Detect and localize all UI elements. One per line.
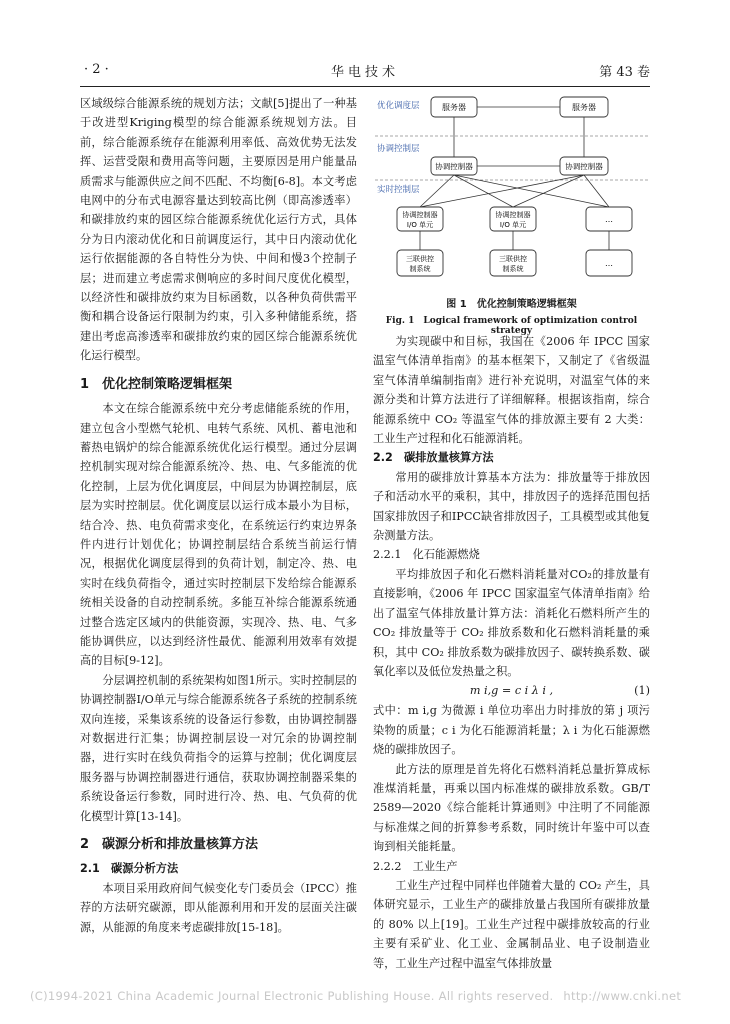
server-label-2: 服务器 <box>572 103 596 112</box>
section-2-heading: 2 碳源分析和排放量核算方法 <box>80 837 259 853</box>
section-2-2-paragraph: 常用的碳排放计算基本方法为：排放量等于排放因子和活动水平的乘积，其中，排放因子的选择范围包括国家排放因子和IPCC缺省排放因子，工具模型或其他复杂测量方法。 <box>373 470 650 543</box>
coordinator-label-2: 协调控制器 <box>565 162 603 171</box>
io-unit-label-2a: 协调控制器 <box>495 211 531 219</box>
layer-label-realtime: 实时控制层 <box>377 185 420 195</box>
io-unit-label-1b: I/O 单元 <box>406 221 434 229</box>
io-unit-ellipsis: … <box>605 215 613 224</box>
subsystem-ellipsis: … <box>605 259 613 268</box>
left-column <box>80 94 357 937</box>
principle-paragraph: 此方法的原理是首先将化石燃料消耗总量折算成标准煤消耗量，再乘以国内标准煤的碳排放系数。GB/T 2589—2020《综合能耗计算通则》中注明了不同能源与标准煤之间的折算参考系数，同时统计年鉴中可以查询到相关能耗量。 <box>373 762 650 854</box>
layer-label-coordination: 协调控制层 <box>377 144 420 154</box>
figure-caption-en: Fig. 1 Logical framework of optimization control strategy <box>385 316 638 336</box>
section-2-1-heading: 2.1 碳源分析方法 <box>80 862 179 876</box>
io-unit-label-1a: 协调控制器 <box>402 211 438 219</box>
subsystem-label-1b: 制系统 <box>409 265 431 273</box>
section-2-2-1-paragraph: 平均排放因子和化石燃料消耗量对CO₂的排放量有直接影响，《2006 年 IPCC 国家温室气体清单指南》给出了温室气体排放量计算方法：消耗化石燃料所产生的 CO₂ 排放量等于 CO₂ 排放系数和化石燃料消耗量的乘积，其中 CO₂ 排放系数为碳排放因子、碳转换系数、碳氧化率以及低位发热量之积。 <box>373 567 650 678</box>
copyright-footer <box>30 989 681 1003</box>
equation-1 <box>373 681 650 701</box>
section-2-2-heading: 2.2 碳排放量核算方法 <box>373 451 494 465</box>
journal-name: 华电技术 <box>330 65 399 80</box>
right-column <box>373 332 650 973</box>
coordinator-label-1: 协调控制器 <box>435 162 473 171</box>
section-2-2-2-paragraph: 工业生产过程中同样也伴随着大量的 CO₂ 产生，具体研究显示，工业生产的碳排放量占我国所有碳排放量的 80% 以上[19]。工业生产过程中碳排放较高的行业主要有采矿业、化工业、金属制品业、电子设制造业等，工业生产过程中温室气体排放量 <box>373 878 650 970</box>
page-number: · 2 · <box>84 62 109 77</box>
equation-description: 式中：m i,g 为微源 i 单位功率出力时排放的第 j 项污染物的质量；c i 为化石能源消耗量；λ i 为化石能源燃烧的碳排放因子。 <box>373 704 650 757</box>
section-1-heading: 1 优化控制策略逻辑框架 <box>80 376 233 392</box>
section-2-1-paragraph: 本项目采用政府间气候变化专门委员会（IPCC）推荐的方法研究碳源，即从能源利用和开发的层面关注碳源，从能源的角度来考虑碳排放[15-18]。 <box>80 881 357 934</box>
subsystem-label-1a: 三联供控 <box>406 255 434 263</box>
subsystem-label-2b: 制系统 <box>502 265 524 273</box>
continuation-paragraph: 为实现碳中和目标，我国在《2006 年 IPCC 国家温室气体清单指南》的基本框架下，又制定了《省级温室气体清单编制指南》进行补充说明，对温室气体的来源分类和计算方法进行了详细解释。根据该指南，综合能源系统中 CO₂ 等温室气体的排放源主要有 2 大类：工业生产过程和化石能源消耗。 <box>373 335 650 446</box>
header-rule <box>80 86 650 87</box>
section-1-paragraph-b: 分层调控机制的系统架构如图1所示。实时控制层的协调控制器I/O单元与综合能源系统各子系统的控制系统双向连接，采集该系统的设备运行参数，由协调控制器对数据进行汇集；协调控制层设一对冗余的协调控制器，进行实时在线负荷指令的运算与控制；优化调度层服务器与协调控制器进行通信，获取协调控制器采集的系统设备运行参数，同时进行冷、热、电、气负荷的优化模型计算[13-14]。 <box>80 673 357 823</box>
figure-1 <box>373 94 650 336</box>
server-label-1: 服务器 <box>442 103 466 112</box>
copyright-text: (C)1994-2021 China Academic Journal Electronic Publishing House. All rights reserved. <box>30 989 554 1003</box>
figure-caption-cn: 图 1 优化控制策略逻辑框架 <box>446 299 577 310</box>
framework-diagram <box>373 94 650 294</box>
section-2-2-2-heading: 2.2.2 工业生产 <box>373 859 458 873</box>
subsystem-label-2a: 三联供控 <box>499 255 527 263</box>
intro-paragraph: 区域级综合能源系统的规划方法；文献[5]提出了一种基于改进型Kriging模型的综合能源系统规划方法。目前，综合能源系统存在能源利用率低、高效优势无法发挥、运营受限和费用高等问题，主要原因是用户能量品质需求与能源供应之间不匹配、不均衡[6-8]。本文考虑电网中的分布式电源容量达到较高比例（即高渗透率）和碳排放约束的园区综合能源系统优化运行方式，具体分为日内滚动优化和日前调度运行，其中日内滚动优化运行依据能源的各自特性分为快、中间和慢3个控制子层；进而建立考虑需求侧响应的多时间尺度优化模型，以经济性和碳排放约束为目标函数，以各种负荷供需平衡和耦合设备运行限制为约束，引入多种储能系统，搭建出考虑高渗透率和碳排放约束的园区综合能源系统优化运行模型。 <box>80 97 357 363</box>
section-2-2-1-heading: 2.2.1 化石能源燃烧 <box>373 548 480 562</box>
equation-1-body: m i,g = c i λ i , <box>469 684 554 698</box>
footer-url[interactable]: http://www.cnki.net <box>563 989 682 1003</box>
volume-label: 第 43 卷 <box>599 65 650 80</box>
section-1-paragraph-a: 本文在综合能源系统中充分考虑储能系统的作用，建立包含小型燃气轮机、电转气系统、风机、蓄电池和蓄热电锅炉的综合能源系统优化运行模型。通过分层调控机制实现对综合能源系统冷、热、电、气多能流的优化控制，上层为优化调度层，中间层为协调控制层，底层为实时控制层。优化调度层以运行成本最小为目标，结合冷、热、电负荷需求变化，在系统运行约束边界条件内进行计划优化；协调控制层结合系统当前运行情况，根据优化调度层得到的负荷计划，制定冷、热、电实时在线负荷指令，通过实时控制层下发给综合能源系统相关设备的自动控制系统。多能互补综合能源系统通过整合选定区域内的供能资源，实现冷、热、电、气多能协调供应，以达到经济性最优、能源利用效率有效提高的目标[9-12]。 <box>80 402 357 668</box>
running-header <box>80 60 650 82</box>
io-unit-label-2b: I/O 单元 <box>499 221 527 229</box>
layer-label-optimization: 优化调度层 <box>377 101 420 111</box>
equation-1-number: (1) <box>634 684 650 698</box>
